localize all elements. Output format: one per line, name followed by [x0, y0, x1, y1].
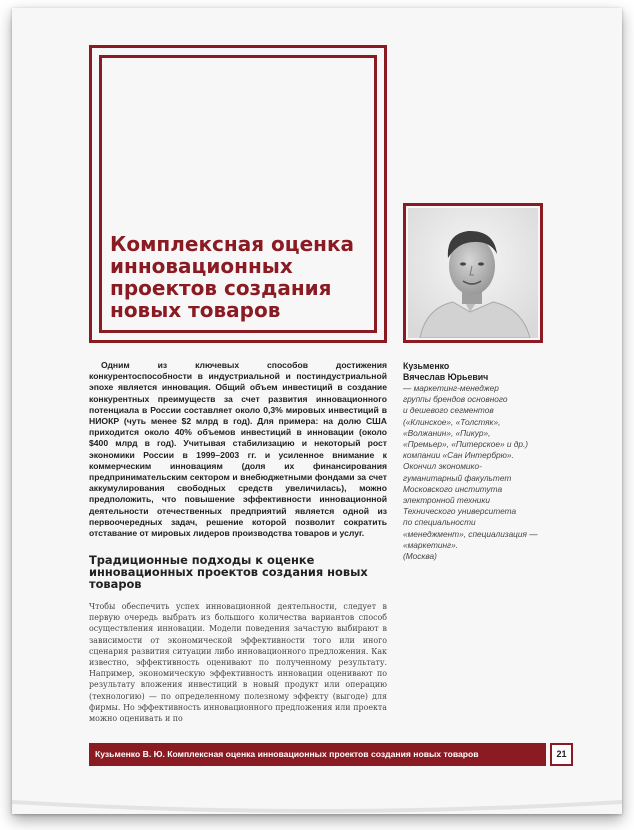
- article-title: Комплексная оценка инновационных проектов создания новых товаров: [110, 232, 355, 322]
- intro-paragraph: Одним из ключевых способов достижения конкурентоспособности в индустриальной и постиндустриальной эпохе является инновация. Общий объем инвестиций в создание конкурентных преимуществ за счет развития инновационного потенциала в России составляет около 0,3% мировых инвестиций в НИОКР (чуть менее $2 млрд в год). Для примера: на долю США приходится около 40% объемов инвестиций в инновации (около $400 млрд в год). Учитывая стабилизацию и некоторый рост экономики России в 1999–2003 гг. и усиленное внимание к коммерческим инновациям (доля их финансирования предпринимательским сектором и внебюджетными фондами за счет аккумулирования свободных средств увеличилась), можно предположить, что повышение эффективности инновационной деятельности отечественных предприятий является одной из первоочередных задач, решение которой позволит сократить отставание от мировых лидеров производства товаров и услуг.: [89, 360, 387, 539]
- author-info: [403, 361, 553, 562]
- page-number: 21: [556, 749, 567, 759]
- author-photo: [408, 208, 538, 338]
- author-given-names: Вячеслав Юрьевич: [403, 372, 489, 382]
- running-title: Кузьменко В. Ю. Комплексная оценка инновационных проектов создания новых товаров: [95, 749, 479, 759]
- page-curl-shadow: [12, 800, 622, 820]
- section-body: Чтобы обеспечить успех инновационной деятельности, следует в первую очередь выбрать из большого количества вариантов способ осуществления инновации. Модели поведения зачастую выбирают в зависимости от экономической эффективности того или иного сценария развития ситуации либо инновационного предложения. Как известно, эффективность оценивают по полученному результату. Например, экономическую эффективность инновации оценивают по результату вложения инвестиций в новый продукт или операцию (технологию) — по определенному полезному эффекту (выгоде) для фирмы. Но эффективность инновационного предложения или проекта можно оценивать и по: [89, 602, 387, 724]
- author-surname: Кузьменко: [403, 361, 450, 371]
- author-bio: — маркетинг-менеджер группы брендов основного и дешевого сегментов («Клинское», «Толстяк», «Волжанин», «Пикур», «Премьер», «Питерское» и др.) компании «Сан Интербрю». Окончил экономико- гуманитарный факультет Московского института электронной техники Технического университета по специальности «менеджмент», специализация — «маркетинг». (Москва): [403, 383, 538, 562]
- section-heading: Традиционные подходы к оценке инновационных проектов создания новых товаров: [89, 553, 368, 592]
